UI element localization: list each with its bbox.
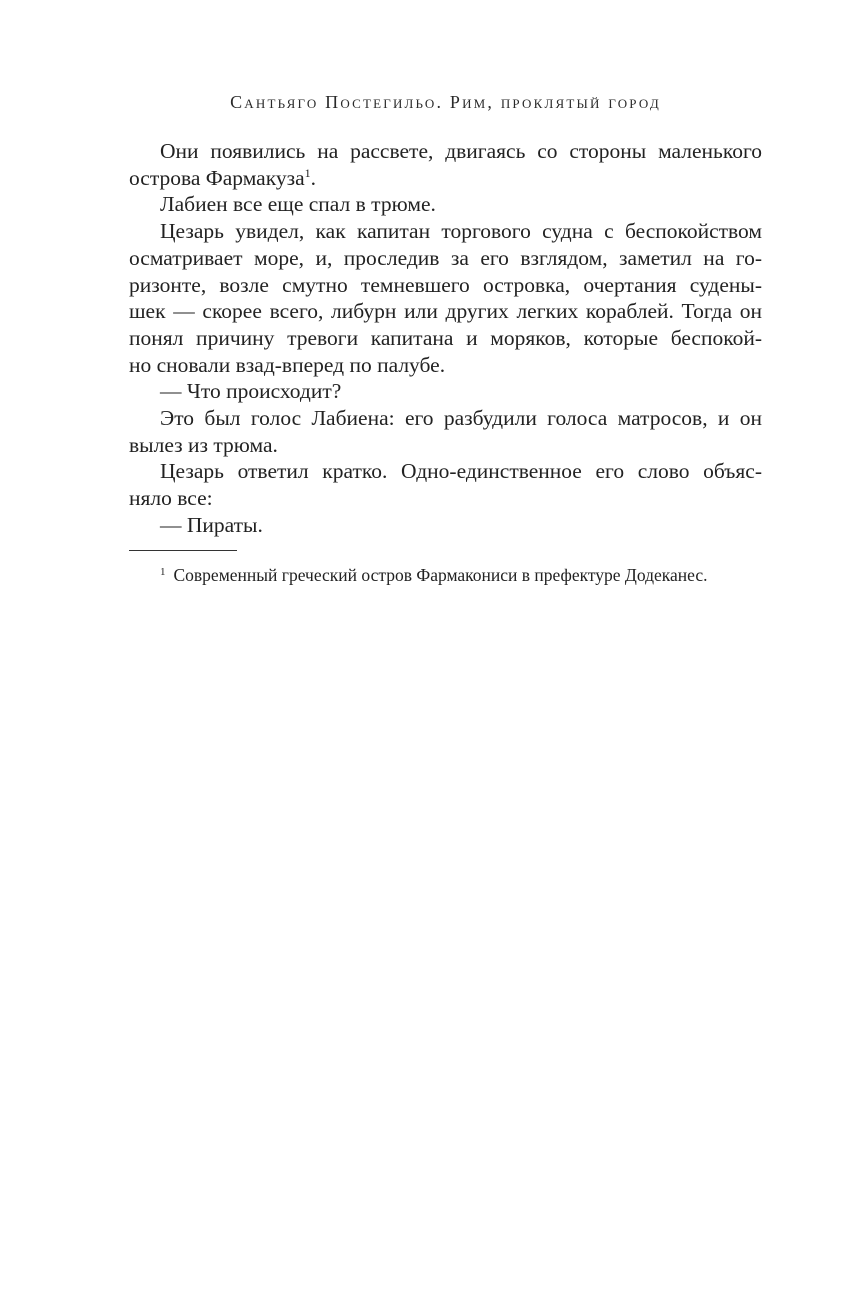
line-text: шек — скорее всего, либурн или других легких кораблей. Тогда он	[129, 299, 762, 324]
text-line	[129, 512, 762, 539]
line-punctuation: .	[310, 165, 317, 190]
body-text	[129, 138, 762, 539]
line-text: Лабиен все еще спал в трюме.	[160, 192, 436, 217]
line-text: — Что происходит?	[160, 379, 342, 404]
text-line	[129, 165, 762, 192]
line-text: вылез из трюма.	[129, 432, 278, 457]
text-line	[129, 352, 762, 379]
running-header: Сантьяго Постегильо. Рим, проклятый город	[230, 92, 661, 112]
text-line	[129, 325, 762, 352]
text-line	[129, 298, 762, 325]
footnote-reference[interactable]: 1	[304, 165, 311, 180]
text-line	[129, 272, 762, 299]
line-text: Они появились на рассвете, двигаясь со стороны маленького	[160, 139, 762, 163]
footnote-text: Современный греческий остров Фармакониси в префектуре Додеканес.	[173, 565, 708, 585]
line-text: острова Фармакуза	[129, 165, 305, 190]
text-line	[129, 378, 762, 405]
text-line	[129, 191, 762, 218]
line-text: понял причину тревоги капитана и моряков, которые беспокой-	[129, 325, 762, 350]
line-text: осматривает море, и, проследив за его взглядом, заметил на го-	[129, 245, 762, 270]
footnote-divider	[129, 550, 237, 551]
text-line	[129, 138, 762, 165]
line-text: — Пираты.	[160, 512, 263, 537]
footnote	[160, 561, 770, 586]
line-text: Цезарь увидел, как капитан торгового судна с беспокойством	[160, 219, 762, 244]
line-text: ризонте, возле смутно темневшего островка, очертания судены-	[129, 272, 762, 297]
line-text: но сновали взад-вперед по палубе.	[129, 352, 446, 377]
text-line	[129, 218, 762, 245]
text-line	[129, 245, 762, 272]
text-line	[129, 485, 762, 512]
line-text: Цезарь ответил кратко. Одно-единственное его слово объяс-	[160, 459, 762, 484]
footnote-number: 1	[160, 566, 166, 578]
line-text: Это был голос Лабиена: его разбудили голоса матросов, и он	[160, 406, 762, 431]
text-line	[129, 405, 762, 432]
line-text: няло все:	[129, 486, 213, 511]
text-line	[129, 432, 762, 459]
text-line	[129, 458, 762, 485]
